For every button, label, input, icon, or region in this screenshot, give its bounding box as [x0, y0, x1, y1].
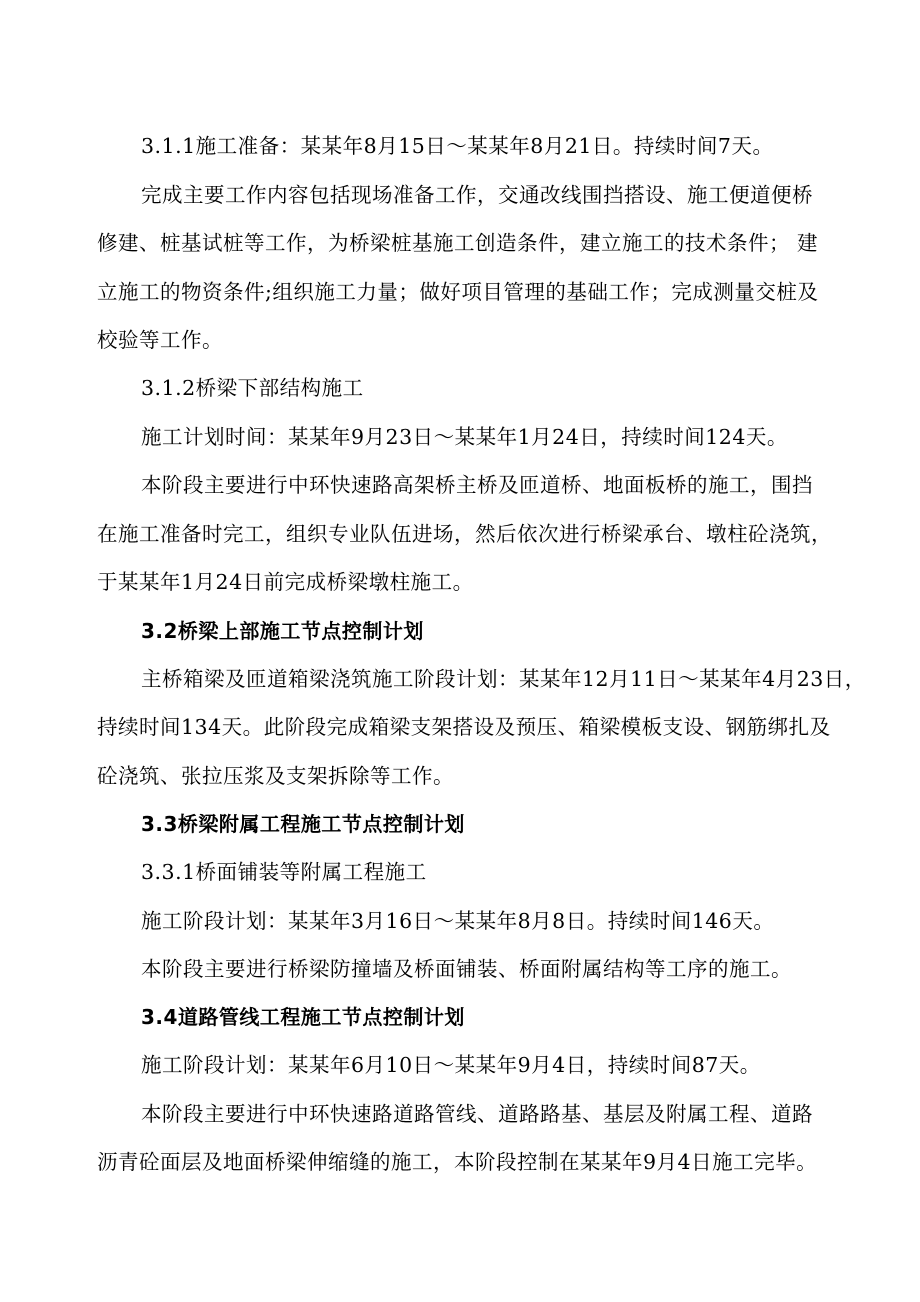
section-34-heading: 3.4道路管线工程施工节点控制计划 [141, 1005, 465, 1029]
para-312-body-line: 本阶段主要进行中环快速路高架桥主桥及匝道桥、地面板桥的施工，围挡 [141, 473, 813, 497]
para-312-schedule: 施工计划时间：某某年9月23日～某某年1月24日，持续时间124天。 [141, 425, 788, 449]
para-34-body-line: 本阶段主要进行中环快速路道路管线、道路路基、基层及附属工程、道路 [141, 1102, 813, 1126]
para-34-body-line: 沥青砼面层及地面桥梁伸缩缝的施工，本阶段控制在某某年9月4日施工完毕。 [97, 1150, 818, 1174]
para-311-body-line: 完成主要工作内容包括现场准备工作，交通改线围挡搭设、施工便道便桥 [141, 183, 813, 207]
para-311-heading: 3.1.1施工准备：某某年8月15日～某某年8月21日。持续时间7天。 [141, 134, 774, 158]
section-33-heading: 3.3桥梁附属工程施工节点控制计划 [141, 812, 465, 836]
para-311-body-line: 校验等工作。 [97, 328, 223, 352]
section-32-heading: 3.2桥梁上部施工节点控制计划 [141, 619, 424, 643]
para-311-body-line: 立施工的物资条件;组织施工力量；做好项目管理的基础工作；完成测量交桩及 [97, 280, 819, 304]
para-312-body-line: 于某某年1月24日前完成桥梁墩柱施工。 [97, 570, 474, 594]
subsection-312-heading: 3.1.2桥梁下部结构施工 [141, 376, 364, 400]
para-331-body-line: 本阶段主要进行桥梁防撞墙及桥面铺装、桥面附属结构等工序的施工。 [141, 957, 792, 981]
para-32-body-line: 砼浇筑、张拉压浆及支架拆除等工作。 [97, 764, 454, 788]
para-34-schedule: 施工阶段计划：某某年6月10日～某某年9月4日，持续时间87天。 [141, 1053, 761, 1077]
para-32-body-line: 主桥箱梁及匝道箱梁浇筑施工阶段计划：某某年12月11日～某某年4月23日， [141, 667, 866, 691]
para-32-body-line: 持续时间134天。此阶段完成箱梁支架搭设及预压、箱梁模板支设、钢筋绑扎及 [97, 715, 831, 739]
para-312-body-line: 在施工准备时完工，组织专业队伍进场，然后依次进行桥梁承台、墩柱砼浇筑， [97, 522, 832, 546]
para-331-schedule: 施工阶段计划：某某年3月16日～某某年8月8日。持续时间146天。 [141, 909, 775, 933]
para-311-body-line: 修建、桩基试桩等工作，为桥梁桩基施工创造条件，建立施工的技术条件； 建 [97, 231, 819, 255]
subsection-331-heading: 3.3.1桥面铺装等附属工程施工 [141, 860, 427, 884]
